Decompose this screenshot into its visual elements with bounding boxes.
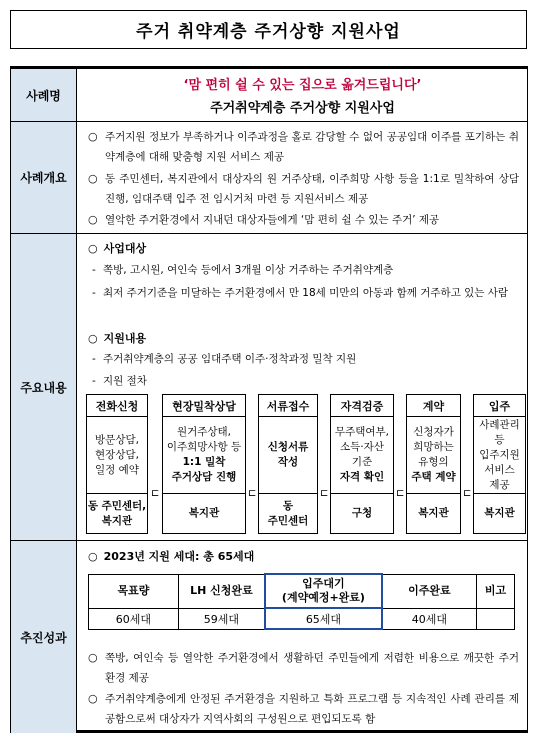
arrow-icon: ⊏ <box>151 488 160 499</box>
arrow-icon: ⊏ <box>463 488 472 499</box>
row-label: 추진성과 <box>11 541 77 733</box>
circle-bullet-icon: ○ <box>88 651 98 664</box>
row-label: 사례명 <box>11 69 77 121</box>
circle-bullet-icon: ○ <box>88 172 98 185</box>
circle-bullet-icon: ○ <box>88 332 98 345</box>
process-step: 현장밀착상담 원거주상태, 이주희망사항 등 1:1 밀착 주거상담 진행 복지관 <box>162 394 246 534</box>
circle-bullet-icon: ○ <box>88 130 98 143</box>
target-item: - 최저 주거기준을 미달하는 주거환경에서 만 18세 미만의 아동과 함께 거주하고 있는 사람 <box>92 287 509 299</box>
table-cell <box>477 608 515 629</box>
table-cell: 60세대 <box>89 608 179 629</box>
support-item: - 주거취약계층의 공공 임대주택 이주·정착과정 밀착 지원 <box>92 353 357 365</box>
circle-bullet-icon: ○ <box>88 692 98 705</box>
support-item: - 지원 절차 <box>92 375 147 387</box>
table-header: 비고 <box>477 574 515 608</box>
results-item: ○ 쪽방, 여인숙 등 열악한 주거환경에서 생활하던 주민들에게 저렴한 비용으로 깨끗한 주거 환경 제공 <box>88 648 519 688</box>
target-item: - 쪽방, 고시원, 여인숙 등에서 3개월 이상 거주하는 주거취약계층 <box>92 264 394 276</box>
process-step: 입주 사례관리 등 입주지원 서비스 제공 복지관 <box>473 394 526 534</box>
main-content <box>78 234 527 540</box>
row-label: 사례개요 <box>11 122 77 233</box>
circle-bullet-icon: ○ <box>88 213 98 226</box>
row-results <box>11 541 527 733</box>
row-case-name <box>11 69 527 122</box>
results-item: ○ 주거취약계층에게 안정된 주거환경을 지원하고 특화 프로그램 등 지속적인 사례 관리를 제공함으로써 대상자가 지역사회의 구성원으로 편입되도록 함 <box>88 689 519 729</box>
results-summary: ○ 2023년 지원 세대: 총 65세대 <box>88 550 255 563</box>
section-heading-support: ○ 지원내용 <box>88 332 147 345</box>
process-flow <box>86 394 522 534</box>
table-header-row <box>89 574 515 608</box>
overview-content <box>78 122 527 233</box>
results-content <box>78 541 527 733</box>
process-step: 계약 신청자가 희망하는 유형의 주택 계약 복지관 <box>406 394 461 534</box>
arrow-icon: ⊏ <box>396 488 405 499</box>
section-heading-target: ○ 사업대상 <box>88 242 147 255</box>
row-overview <box>11 122 527 234</box>
case-slogan: ‘맘 편히 쉴 수 있는 집으로 옮겨드립니다’ <box>183 78 422 93</box>
case-table <box>10 66 528 733</box>
table-header: LH 신청완료 <box>178 574 265 608</box>
table-cell: 40세대 <box>382 608 477 629</box>
arrow-icon: ⊏ <box>320 488 329 499</box>
circle-bullet-icon: ○ <box>88 550 98 563</box>
table-header: 입주대기 (계약예정+완료) <box>265 574 382 608</box>
overview-item: ○ 주거지원 정보가 부족하거나 이주과정을 홀로 감당할 수 없어 공공임대 이주를 포기하는 취약계층에 대해 맞춤형 지원 서비스 제공 <box>88 127 519 167</box>
case-name-content <box>78 69 527 121</box>
overview-item: ○ 열악한 주거환경에서 지내던 대상자들에게 ‘맘 편히 쉴 수 있는 주거’ 제공 <box>88 210 519 230</box>
process-step: 서류접수 신청서류 작성 동 주민센터 <box>258 394 318 534</box>
arrow-icon: ⊏ <box>248 488 257 499</box>
circle-bullet-icon: ○ <box>88 242 98 255</box>
table-row <box>89 608 515 629</box>
table-header: 이주완료 <box>382 574 477 608</box>
process-step: 전화신청 방문상담, 현장상담, 일정 예약 동 주민센터, 복지관 <box>86 394 148 534</box>
table-cell: 59세대 <box>178 608 265 629</box>
process-step: 자격검증 무주택여부, 소득·자산 기준 자격 확인 구청 <box>330 394 394 534</box>
row-label: 주요내용 <box>11 234 77 540</box>
page-title: 주거 취약계층 주거상향 지원사업 <box>10 10 527 49</box>
results-table <box>88 573 515 630</box>
table-cell: 65세대 <box>265 608 382 629</box>
overview-item: ○ 동 주민센터, 복지관에서 대상자의 원 거주상태, 이주희망 사항 등을 1:1로 밀착하여 상담 진행, 임대주택 입주 전 임시거처 마련 등 지원서비스 제공 <box>88 169 519 209</box>
table-header: 목표량 <box>89 574 179 608</box>
case-title: 주거취약계층 주거상향 지원사업 <box>210 101 395 116</box>
row-main-content <box>11 234 527 541</box>
